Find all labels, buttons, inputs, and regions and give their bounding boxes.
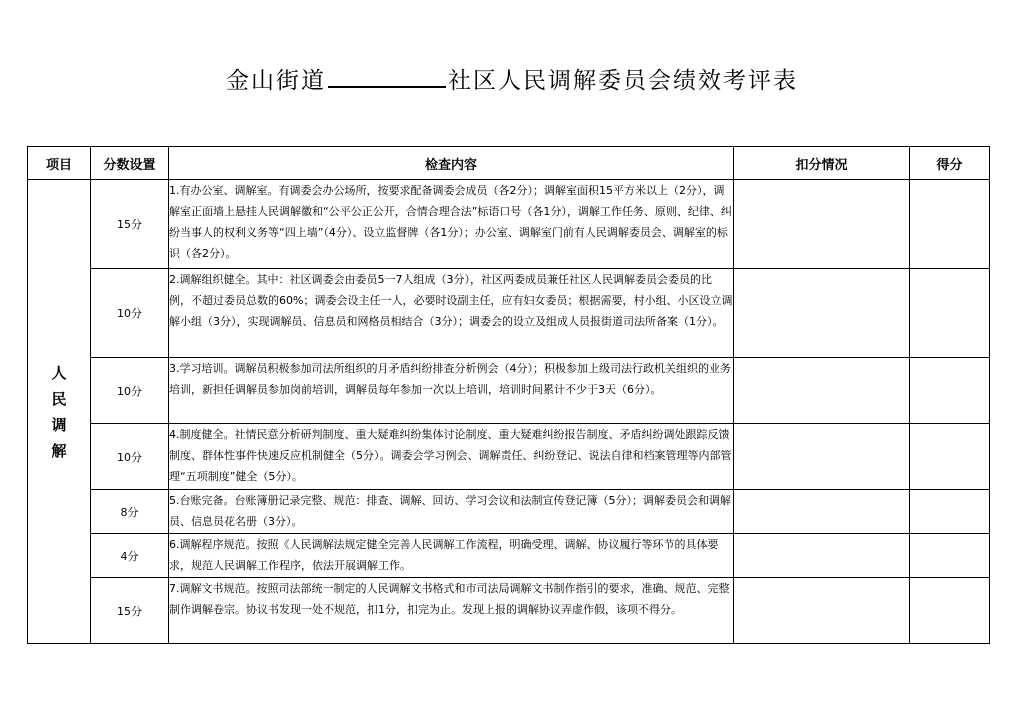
evaluation-table [27,146,990,644]
table-row [28,424,990,490]
deduction-cell[interactable] [734,578,910,644]
points-cell[interactable] [910,578,990,644]
header-points: 得分 [910,147,990,180]
table-row [28,358,990,424]
deduction-cell[interactable] [734,534,910,578]
form-title [0,62,1024,95]
content-cell: 2.调解组织健全。其中：社区调委会由委员5一7人组成（3分），社区两委成员兼任社区人民调解委员会委员的比例，不超过委员总数的60%；调委会设主任一人，必要时设副主任，应有妇女委员；根据需要，村小组、小区设立调解小组（3分），实现调解员、信息员和网格员相结合（3分）；调委会的设立及组成人员报街道司法所备案（1分）。 [169,269,734,358]
header-content: 检查内容 [169,147,734,180]
header-deduction: 扣分情况 [734,147,910,180]
table-row [28,490,990,534]
table-row [28,180,990,269]
content-cell: 5.台账完备。台账簿册记录完整、规范：排查、调解、回访、学习会议和法制宣传登记簿（5分）；调解委员会和调解员、信息员花名册（3分）。 [169,490,734,534]
community-name-blank[interactable] [328,68,446,88]
category-char: 民 [51,389,67,408]
score-cell: 8分 [91,490,169,534]
score-cell: 4分 [91,534,169,578]
content-cell: 4.制度健全。社情民意分析研判制度、重大疑难纠纷集体讨论制度、重大疑难纠纷报告制度、矛盾纠纷调处跟踪反馈制度、群体性事件快速反应机制健全（5分）。调委会学习例会、调解责任、纠纷登记、说法自律和档案管理等内部管理“五项制度”健全（5分）。 [169,424,734,490]
score-cell: 15分 [91,180,169,269]
category-char: 人 [51,363,67,382]
content-cell: 6.调解程序规范。按照《人民调解法规定健全完善人民调解工作流程，明确受理、调解、协议履行等环节的具体要求，规范人民调解工作程序，依法开展调解工作。 [169,534,734,578]
content-cell: 1.有办公室、调解室。有调委会办公场所，按要求配备调委会成员（各2分）；调解室面积15平方米以上（2分），调解室正面墙上悬挂人民调解徽和“公平公正公开，合情合理合法”标语口号（各1分），调解工作任务、原则、纪律、纠纷当事人的权利义务等“四上墙”（4分）、设立监督牌（各1分）；办公室、调解室门前有人民调解委员会、调解室的标识（各2分）。 [169,180,734,269]
deduction-cell[interactable] [734,424,910,490]
header-item: 项目 [28,147,91,180]
deduction-cell[interactable] [734,490,910,534]
score-cell: 10分 [91,358,169,424]
score-cell: 10分 [91,269,169,358]
points-cell[interactable] [910,424,990,490]
content-cell: 7.调解文书规范。按照司法部统一制定的人民调解文书格式和市司法局调解文书制作指引的要求，准确、规范、完整制作调解卷宗。协议书发现一处不规范，扣1分，扣完为止。发现上报的调解协议弄虚作假，该项不得分。 [169,578,734,644]
category-char: 调 [51,415,67,434]
category-char: 解 [51,441,67,460]
title-prefix: 金山街道 [226,68,326,94]
content-cell: 3.学习培训。调解员积极参加司法所组织的月矛盾纠纷排查分析例会（4分）；积极参加上级司法行政机关组织的业务培训，新担任调解员参加岗前培训，调解员每年参加一次以上培训，培训时间累计不少于3天（6分）。 [169,358,734,424]
points-cell[interactable] [910,269,990,358]
header-score: 分数设置 [91,147,169,180]
points-cell[interactable] [910,358,990,424]
deduction-cell[interactable] [734,269,910,358]
table-row [28,269,990,358]
category-cell [28,180,91,644]
points-cell[interactable] [910,490,990,534]
header-row [28,147,990,180]
table-row [28,534,990,578]
score-cell: 10分 [91,424,169,490]
deduction-cell[interactable] [734,358,910,424]
title-suffix: 社区人民调解委员会绩效考评表 [448,68,798,94]
points-cell[interactable] [910,534,990,578]
table-row [28,578,990,644]
deduction-cell[interactable] [734,180,910,269]
points-cell[interactable] [910,180,990,269]
score-cell: 15分 [91,578,169,644]
